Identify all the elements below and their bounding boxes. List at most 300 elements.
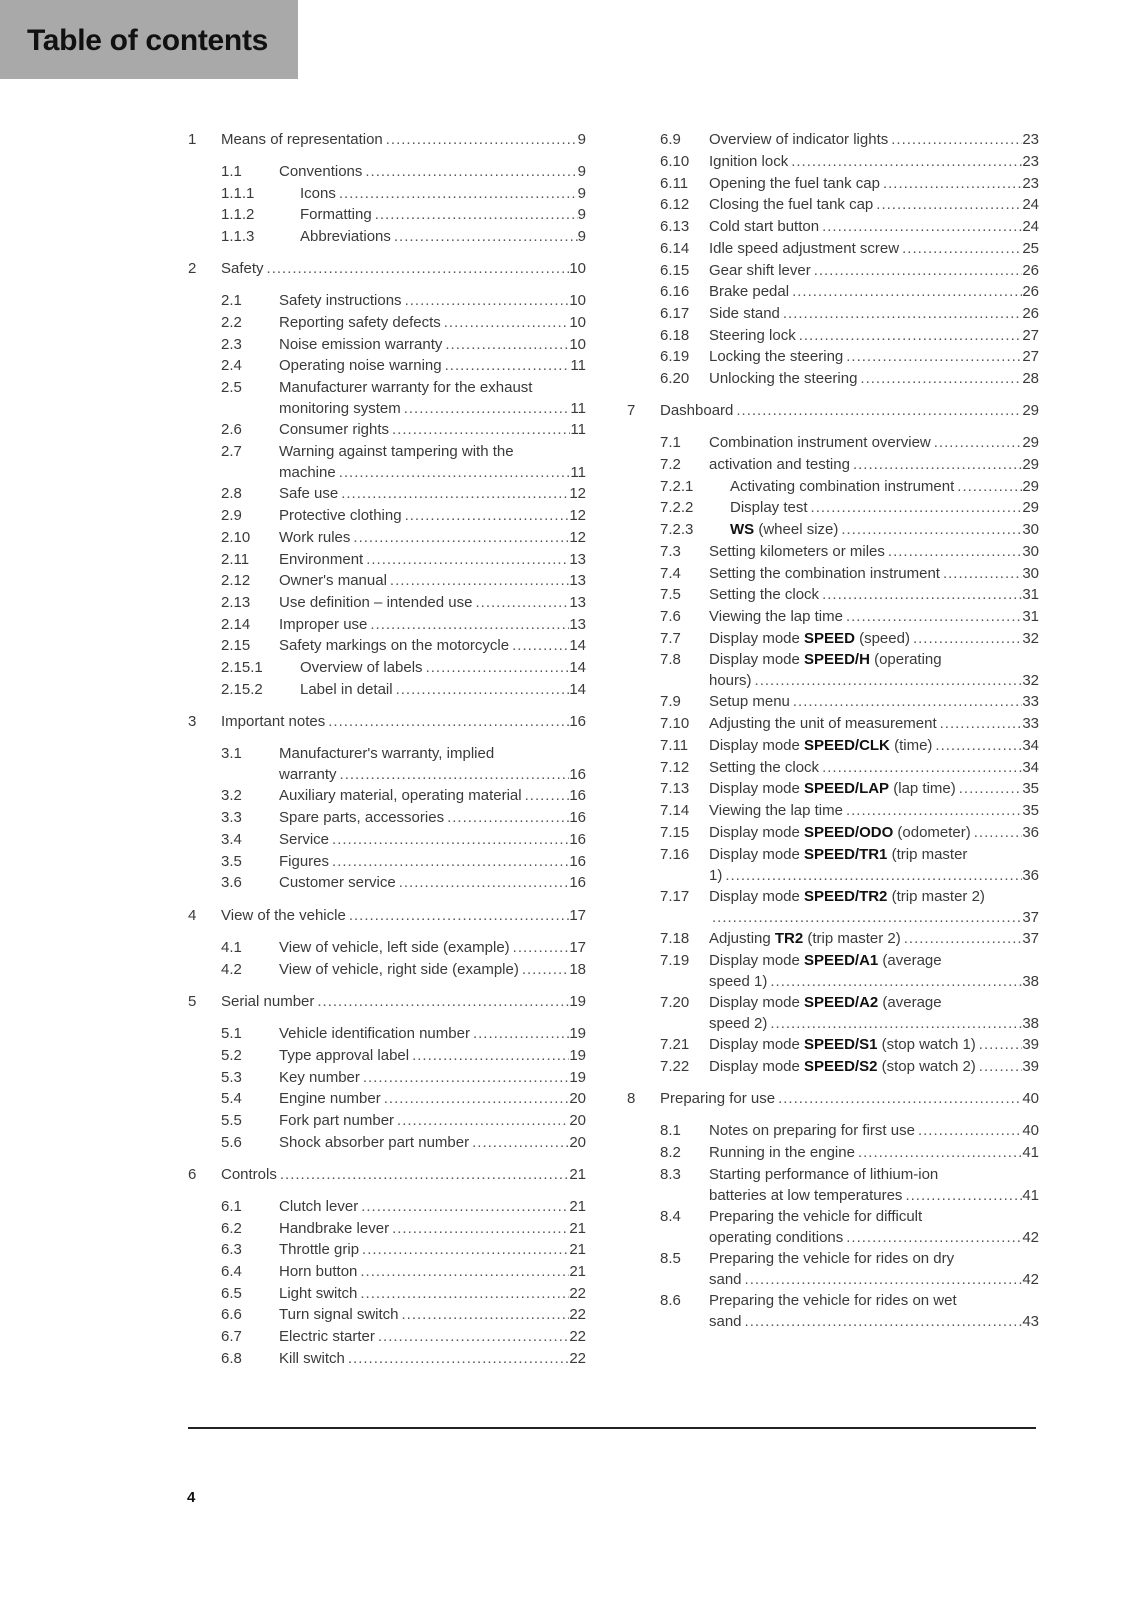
toc-entry-number: 3 <box>188 713 197 730</box>
toc-entry-number: 5.2 <box>221 1047 242 1064</box>
toc-entry-number: 7.20 <box>660 994 690 1011</box>
toc-entry-title: Display mode SPEED/CLK (time) <box>709 737 933 754</box>
toc-entry-title: Engine number <box>279 1090 381 1107</box>
toc-entry-number: 3.6 <box>221 874 242 891</box>
toc-entry[interactable] <box>188 1164 586 1185</box>
toc-entry[interactable] <box>627 584 1039 605</box>
toc-entry-page: 25 <box>1022 240 1039 257</box>
toc-entry[interactable] <box>188 290 586 311</box>
toc-entry[interactable] <box>627 260 1039 281</box>
footer-divider <box>188 1427 1036 1429</box>
toc-entry-number: 6.13 <box>660 218 690 235</box>
toc-entry-number: 5.5 <box>221 1112 242 1129</box>
toc-entry[interactable] <box>627 303 1039 324</box>
toc-entry-page: 43 <box>1022 1313 1039 1330</box>
page-title: Table of contents <box>27 24 269 57</box>
toc-entry-title: Adjusting TR2 (trip master 2) <box>709 930 901 947</box>
toc-entry[interactable] <box>627 476 1039 497</box>
toc-entry[interactable] <box>188 1088 586 1109</box>
toc-entry-title: Label in detail <box>300 681 393 698</box>
toc-entry-number: 8.4 <box>660 1208 681 1225</box>
toc-entry-number: 7.4 <box>660 565 681 582</box>
toc-entry[interactable] <box>188 483 586 504</box>
toc-entry-page: 10 <box>569 260 586 277</box>
toc-entry[interactable] <box>627 454 1039 475</box>
toc-entry-page: 28 <box>1022 370 1039 387</box>
toc-entry-page: 11 <box>570 421 586 438</box>
toc-entry-number: 7.13 <box>660 780 690 797</box>
dot-leader <box>357 1283 569 1304</box>
toc-entry-number: 7.2.1 <box>660 478 694 495</box>
toc-entry-page: 9 <box>577 185 586 202</box>
toc-entry-page: 30 <box>1022 521 1039 538</box>
toc-entry[interactable] <box>627 216 1039 237</box>
toc-entry-number: 6.8 <box>221 1350 242 1367</box>
toc-entry[interactable] <box>188 334 586 355</box>
dot-leader <box>873 194 1022 215</box>
toc-entry-title: Noise emission warranty <box>279 336 443 353</box>
dot-leader <box>359 1239 569 1260</box>
toc-entry-title: Side stand <box>709 305 780 322</box>
toc-entry-title: Serial number <box>221 993 315 1010</box>
dot-leader <box>393 679 570 700</box>
toc-entry-page: 13 <box>569 594 586 611</box>
toc-entry[interactable] <box>188 129 586 150</box>
toc-entry-title: Manufacturer warranty for the exhaust <box>279 379 533 396</box>
toc-entry-page: 22 <box>569 1350 586 1367</box>
page-number: 4 <box>187 1489 196 1506</box>
toc-entry[interactable] <box>188 807 586 828</box>
toc-entry[interactable] <box>627 844 1039 886</box>
toc-entry[interactable] <box>188 1304 586 1325</box>
toc-entry-number: 2.8 <box>221 485 242 502</box>
toc-entry[interactable] <box>188 1045 586 1066</box>
toc-entry[interactable] <box>188 1283 586 1304</box>
toc-entry-page: 9 <box>577 206 586 223</box>
toc-entry-title: Unlocking the steering <box>709 370 858 387</box>
toc-entry-number: 6.5 <box>221 1285 242 1302</box>
toc-entry-title: View of vehicle, left side (example) <box>279 939 510 956</box>
toc-entry-title: Starting performance of lithium-ion <box>709 1166 939 1183</box>
toc-entry[interactable] <box>627 325 1039 346</box>
toc-entry-title: Fork part number <box>279 1112 395 1129</box>
toc-entry-number: 1.1.2 <box>221 206 255 223</box>
toc-entry-title: Safety markings on the motorcycle <box>279 637 510 654</box>
toc-entry-page: 29 <box>1022 478 1039 495</box>
toc-entry[interactable] <box>627 735 1039 756</box>
toc-entry[interactable] <box>188 570 586 591</box>
toc-entry-title: Setting kilometers or miles <box>709 543 885 560</box>
toc-entry[interactable] <box>188 959 586 980</box>
toc-entry-page: 26 <box>1022 283 1039 300</box>
toc-entry-title: Display mode SPEED/TR2 (trip master 2) <box>709 888 985 905</box>
toc-entry-number: 3.5 <box>221 853 242 870</box>
dot-leader <box>329 851 569 872</box>
toc-entry[interactable] <box>188 1261 586 1282</box>
toc-entry-page: 32 <box>1022 630 1039 647</box>
toc-entry-title: Brake pedal <box>709 283 790 300</box>
toc-entry-number: 6.16 <box>660 283 690 300</box>
toc-entry[interactable] <box>188 657 586 678</box>
toc-entry-page: 13 <box>569 616 586 633</box>
toc-entry-page: 32 <box>1022 672 1039 689</box>
toc-entry-title: Horn button <box>279 1263 358 1280</box>
toc-entry[interactable] <box>627 800 1039 821</box>
toc-entry[interactable] <box>627 400 1039 421</box>
toc-entry[interactable] <box>627 822 1039 843</box>
toc-entry[interactable] <box>627 1248 1039 1290</box>
toc-entry-page: 10 <box>569 336 586 353</box>
toc-entry-title: Type approval label <box>279 1047 410 1064</box>
toc-entry-number: 2.9 <box>221 507 242 524</box>
toc-entry-page: 36 <box>1022 867 1039 884</box>
toc-entry-title: Cold start button <box>709 218 820 235</box>
toc-entry-page: 16 <box>569 766 586 783</box>
toc-entry-title: Vehicle identification number <box>279 1025 470 1042</box>
toc-entry[interactable] <box>627 238 1039 259</box>
toc-entry-number: 2.5 <box>221 379 242 396</box>
toc-entry-bold-term: TR2 <box>774 930 804 947</box>
toc-entry[interactable] <box>627 1142 1039 1163</box>
toc-entry[interactable] <box>188 549 586 570</box>
dot-leader <box>399 1304 570 1325</box>
toc-entry-title: Activating combination instrument <box>730 478 955 495</box>
toc-entry-number: 2.15.1 <box>221 659 263 676</box>
dot-leader <box>857 368 1022 389</box>
toc-entry-title: Manufacturer's warranty, implied <box>279 745 495 762</box>
toc-entry-number: 5.4 <box>221 1090 242 1107</box>
toc-entry-title: Display test <box>730 499 808 516</box>
toc-entry-page: 21 <box>569 1166 586 1183</box>
toc-entry-page: 14 <box>569 681 586 698</box>
toc-entry[interactable] <box>627 886 1039 928</box>
toc-entry-number: 2.13 <box>221 594 251 611</box>
toc-entry[interactable] <box>627 281 1039 302</box>
toc-entry-page: 39 <box>1022 1036 1039 1053</box>
dot-leader <box>336 462 571 483</box>
toc-entry[interactable] <box>188 183 586 204</box>
toc-entry[interactable] <box>188 785 586 806</box>
toc-entry-page: 19 <box>569 993 586 1010</box>
toc-entry-page: 37 <box>1022 909 1039 926</box>
toc-entry-number: 6.15 <box>660 262 690 279</box>
toc-entry[interactable] <box>627 950 1039 992</box>
toc-entry[interactable] <box>627 1088 1039 1109</box>
toc-entry-bold-term: SPEED/TR2 <box>804 888 888 905</box>
toc-entry-title: Ignition lock <box>709 153 789 170</box>
toc-entry[interactable] <box>627 691 1039 712</box>
dot-leader <box>345 1348 569 1369</box>
dot-leader <box>264 258 570 279</box>
toc-entry-title: Preparing for use <box>660 1090 776 1107</box>
toc-entry[interactable] <box>188 527 586 548</box>
toc-entry[interactable] <box>627 757 1039 778</box>
toc-entry-page: 37 <box>1022 930 1039 947</box>
toc-entry-page: 21 <box>569 1220 586 1237</box>
toc-entry-number: 6.20 <box>660 370 690 387</box>
toc-entry[interactable] <box>188 226 586 247</box>
toc-entry[interactable] <box>188 1110 586 1131</box>
toc-entry-number: 2.3 <box>221 336 242 353</box>
toc-entry-title: Key number <box>279 1069 360 1086</box>
dot-leader <box>910 628 1022 649</box>
toc-entry-number: 6.18 <box>660 327 690 344</box>
toc-entry-title: Icons <box>300 185 336 202</box>
toc-entry-title: Important notes <box>221 713 326 730</box>
toc-entry-title: Abbreviations <box>300 228 391 245</box>
dot-leader <box>441 312 570 333</box>
toc-entry[interactable] <box>188 743 586 785</box>
toc-entry[interactable] <box>188 592 586 613</box>
toc-entry-page: 27 <box>1022 348 1039 365</box>
toc-entry[interactable] <box>188 1132 586 1153</box>
dot-leader <box>423 657 570 678</box>
toc-entry-title: Closing the fuel tank cap <box>709 196 874 213</box>
dot-leader <box>819 757 1022 778</box>
dot-leader <box>442 355 571 376</box>
toc-entry[interactable] <box>627 1120 1039 1141</box>
toc-entry-number: 2 <box>188 260 197 277</box>
toc-entry-number: 5.6 <box>221 1134 242 1151</box>
toc-entry-number: 7.6 <box>660 608 681 625</box>
toc-entry-title: Electric starter <box>279 1328 375 1345</box>
toc-entry-page: 24 <box>1022 218 1039 235</box>
toc-entry[interactable] <box>188 204 586 225</box>
dot-leader <box>888 129 1022 150</box>
toc-entry[interactable] <box>627 173 1039 194</box>
dot-leader <box>357 1261 569 1282</box>
toc-entry[interactable] <box>627 1206 1039 1248</box>
toc-entry[interactable] <box>188 1067 586 1088</box>
toc-entry[interactable] <box>188 905 586 926</box>
toc-entry-title: Combination instrument overview <box>709 434 931 451</box>
toc-entry[interactable] <box>627 129 1039 150</box>
dot-leader <box>372 204 578 225</box>
toc-entry[interactable] <box>188 614 586 635</box>
toc-entry-number: 7.22 <box>660 1058 690 1075</box>
toc-entry[interactable] <box>188 312 586 333</box>
toc-entry[interactable] <box>627 432 1039 453</box>
toc-entry-page: 22 <box>569 1306 586 1323</box>
toc-entry-number: 6.17 <box>660 305 690 322</box>
dot-leader <box>843 1227 1022 1248</box>
toc-entry-title: Owner's manual <box>279 572 387 589</box>
toc-entry[interactable] <box>188 258 586 279</box>
toc-entry-title: Setting the combination instrument <box>709 565 940 582</box>
toc-entry-title: Safe use <box>279 485 339 502</box>
toc-entry-number: 8.2 <box>660 1144 681 1161</box>
toc-entry[interactable] <box>188 711 586 732</box>
toc-entry[interactable] <box>627 778 1039 799</box>
toc-entry-title: WS (wheel size) <box>730 521 839 538</box>
toc-entry[interactable] <box>188 505 586 526</box>
dot-leader <box>381 1088 570 1109</box>
toc-entry-page: 10 <box>569 292 586 309</box>
toc-entry-title: Environment <box>279 551 364 568</box>
dot-leader <box>409 1045 569 1066</box>
toc-entry-title: Notes on preparing for first use <box>709 1122 915 1139</box>
toc-entry-page: 22 <box>569 1285 586 1302</box>
toc-entry[interactable] <box>188 937 586 958</box>
toc-entry-number: 4.2 <box>221 961 242 978</box>
toc-entry[interactable] <box>188 161 586 182</box>
toc-entry[interactable] <box>188 1196 586 1217</box>
toc-entry-title: Shock absorber part number <box>279 1134 470 1151</box>
toc-entry[interactable] <box>188 355 586 376</box>
toc-entry-page: 42 <box>1022 1229 1039 1246</box>
toc-entry-page: 23 <box>1022 131 1039 148</box>
dot-leader <box>976 1034 1023 1055</box>
toc-entry-number: 2.11 <box>221 551 250 568</box>
dot-leader <box>402 290 570 311</box>
toc-entry-page: 22 <box>569 1328 586 1345</box>
toc-entry-number: 8.1 <box>660 1122 681 1139</box>
toc-entry[interactable] <box>627 541 1039 562</box>
toc-entry-title-continued: speed 2) <box>709 1015 768 1032</box>
toc-entry[interactable] <box>627 992 1039 1034</box>
dot-leader <box>522 785 570 806</box>
toc-entry[interactable] <box>188 377 586 419</box>
toc-entry[interactable] <box>627 928 1039 949</box>
toc-entry-number: 2.2 <box>221 314 242 331</box>
toc-entry[interactable] <box>188 679 586 700</box>
toc-entry[interactable] <box>627 151 1039 172</box>
toc-entry-title-continued: hours) <box>709 672 752 689</box>
toc-entry-number: 4 <box>188 907 197 924</box>
toc-entry-page: 11 <box>570 357 586 374</box>
toc-entry-title: Turn signal switch <box>279 1306 399 1323</box>
dot-leader <box>394 1110 569 1131</box>
dot-leader <box>338 483 569 504</box>
toc-entry-number: 2.7 <box>221 443 242 460</box>
toc-entry-title: Kill switch <box>279 1350 345 1367</box>
toc-entry[interactable] <box>627 1056 1039 1077</box>
toc-entry-number: 2.6 <box>221 421 242 438</box>
toc-entry-page: 9 <box>577 163 586 180</box>
toc-entry[interactable] <box>188 1348 586 1369</box>
toc-entry-page: 16 <box>569 874 586 891</box>
toc-entry[interactable] <box>188 1326 586 1347</box>
toc-entry[interactable] <box>627 628 1039 649</box>
toc-entry[interactable] <box>627 194 1039 215</box>
toc-entry-number: 7 <box>627 402 636 419</box>
toc-entry-number: 2.12 <box>221 572 251 589</box>
toc-entry-page: 19 <box>569 1047 586 1064</box>
toc-entry-page: 16 <box>569 831 586 848</box>
toc-entry-bold-term: SPEED/A2 <box>804 994 879 1011</box>
toc-entry-number: 5 <box>188 993 197 1010</box>
dot-leader <box>902 1185 1022 1206</box>
toc-entry[interactable] <box>188 419 586 440</box>
toc-entry[interactable] <box>627 1034 1039 1055</box>
toc-entry[interactable] <box>627 649 1039 691</box>
toc-entry[interactable] <box>627 497 1039 518</box>
toc-entry-page: 19 <box>569 1069 586 1086</box>
toc-entry[interactable] <box>188 851 586 872</box>
toc-entry[interactable] <box>627 346 1039 367</box>
dot-leader <box>362 161 577 182</box>
toc-entry-title: Protective clothing <box>279 507 402 524</box>
toc-entry-number: 1.1.3 <box>221 228 255 245</box>
toc-entry-page: 34 <box>1022 759 1039 776</box>
toc-entry-title: Display mode SPEED/A1 (average <box>709 952 942 969</box>
dot-leader <box>389 419 570 440</box>
dot-leader <box>277 1164 569 1185</box>
toc-entry[interactable] <box>188 829 586 850</box>
dot-leader <box>843 606 1022 627</box>
dot-leader <box>819 584 1022 605</box>
toc-entry-number: 6.14 <box>660 240 690 257</box>
dot-leader <box>855 1142 1022 1163</box>
toc-entry[interactable] <box>188 1218 586 1239</box>
toc-entry[interactable] <box>627 519 1039 540</box>
toc-entry-title: Viewing the lap time <box>709 802 843 819</box>
toc-entry-page: 13 <box>569 551 586 568</box>
dot-leader <box>937 713 1023 734</box>
toc-entry[interactable] <box>188 441 586 483</box>
toc-entry-title: Customer service <box>279 874 396 891</box>
toc-entry[interactable] <box>627 606 1039 627</box>
dot-leader <box>976 1056 1023 1077</box>
toc-entry-page: 31 <box>1022 608 1039 625</box>
toc-entry-number: 7.18 <box>660 930 690 947</box>
toc-entry-title: Spare parts, accessories <box>279 809 445 826</box>
toc-entry-number: 7.16 <box>660 846 690 863</box>
toc-entry[interactable] <box>627 368 1039 389</box>
toc-entry-title: Auxiliary material, operating material <box>279 787 522 804</box>
toc-entry-page: 16 <box>569 713 586 730</box>
dot-leader <box>329 829 569 850</box>
toc-entry[interactable] <box>627 713 1039 734</box>
toc-entry[interactable] <box>188 635 586 656</box>
dot-leader <box>788 151 1022 172</box>
toc-entry-number: 8 <box>627 1090 636 1107</box>
toc-entry[interactable] <box>188 1023 586 1044</box>
toc-entry[interactable] <box>188 1239 586 1260</box>
toc-entry-title: Display mode SPEED/A2 (average <box>709 994 942 1011</box>
toc-entry-number: 8.5 <box>660 1250 681 1267</box>
toc-entry-number: 7.7 <box>660 630 681 647</box>
toc-entry[interactable] <box>188 991 586 1012</box>
toc-entry-title: Setting the clock <box>709 586 820 603</box>
toc-entry-bold-term: SPEED/CLK <box>804 737 890 754</box>
dot-leader <box>733 400 1022 421</box>
toc-entry-title-continued: sand <box>709 1313 742 1330</box>
toc-entry-number: 6.1 <box>221 1198 242 1215</box>
dot-leader <box>367 614 569 635</box>
toc-entry[interactable] <box>627 1164 1039 1206</box>
toc-entry[interactable] <box>188 872 586 893</box>
toc-entry[interactable] <box>627 563 1039 584</box>
toc-entry-page: 29 <box>1022 499 1039 516</box>
toc-entry-title-continued: operating conditions <box>709 1229 844 1246</box>
dot-leader <box>337 764 570 785</box>
toc-entry-title: Display mode SPEED/H (operating <box>709 651 942 668</box>
toc-entry-bold-term: SPEED/ODO <box>804 824 894 841</box>
dot-leader <box>358 1196 569 1217</box>
toc-entry-page: 27 <box>1022 327 1039 344</box>
toc-entry-title: Clutch lever <box>279 1198 359 1215</box>
dot-leader <box>469 1132 569 1153</box>
toc-entry[interactable] <box>627 1290 1039 1332</box>
toc-entry-title: Preparing the vehicle for rides on dry <box>709 1250 955 1267</box>
toc-entry-title: Safety instructions <box>279 292 402 309</box>
dot-leader <box>401 398 571 419</box>
toc-entry-title: Handbrake lever <box>279 1220 390 1237</box>
dot-leader <box>819 216 1022 237</box>
dot-leader <box>742 1269 1023 1290</box>
toc-entry-number: 6.12 <box>660 196 690 213</box>
